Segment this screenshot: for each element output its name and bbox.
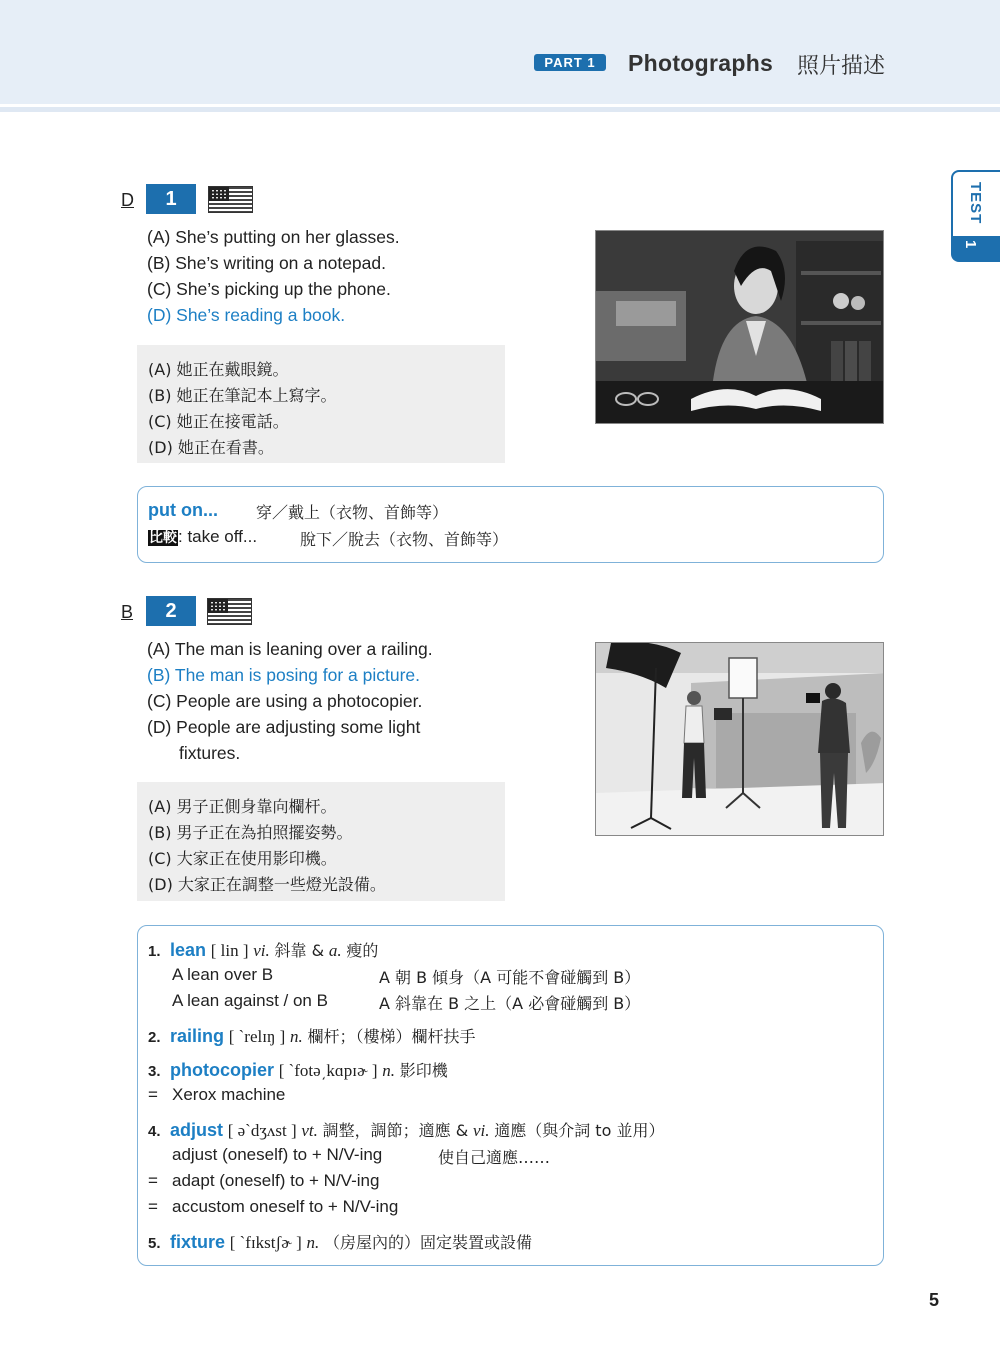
- lean-example-2-meaning: A 斜靠在 B 之上（A 必會碰觸到 B）: [379, 994, 641, 1013]
- vocab-pos: vi.: [253, 941, 270, 960]
- compare-text: : take off...: [178, 527, 258, 546]
- vocab-pos: vt.: [301, 1121, 318, 1140]
- photo-woman-reading: [595, 230, 884, 424]
- vocab-word: railing: [169, 1026, 224, 1046]
- vocab-pos: n.: [290, 1027, 303, 1046]
- translation-c: (C) 她正在接電話。: [148, 412, 289, 431]
- header-divider-shade: [0, 107, 1000, 112]
- us-flag-icon: [208, 186, 253, 213]
- side-tab-number: 1: [962, 240, 979, 249]
- test-side-tab[interactable]: [951, 170, 1000, 262]
- option-a: (A) She’s putting on her glasses.: [147, 227, 400, 247]
- vocab-pos-2: vi.: [472, 1121, 490, 1140]
- vocab-word: lean: [169, 940, 206, 960]
- translation-d: (D) 她正在看書。: [148, 438, 274, 457]
- adjust-synonym-2: accustom oneself to + N/V-ing: [172, 1197, 399, 1216]
- option-b-correct: (B) The man is posing for a picture.: [147, 665, 420, 685]
- section-title: Photographs: [628, 50, 774, 76]
- vocab-phonetic: [ ˋfotə͵kɑpɪɚ ]: [278, 1061, 378, 1080]
- vocab-item-number: 5.: [148, 1235, 161, 1252]
- photo-woman-reading-illustration: [596, 231, 884, 424]
- option-a: (A) The man is leaning over a railing.: [147, 639, 433, 659]
- photo-studio-shoot-illustration: [596, 643, 884, 836]
- vocab-term: put on...: [148, 500, 218, 520]
- vocab-pos-2: a.: [328, 941, 342, 960]
- flag-canton: [208, 599, 228, 613]
- vocab-item-number: 2.: [148, 1029, 161, 1046]
- vocab-item-fixture: [148, 1230, 532, 1253]
- option-d: (D) People are adjusting some light: [147, 717, 421, 737]
- adjust-example-meaning: 使自己適應……: [438, 1148, 551, 1167]
- compare-line: [148, 527, 257, 547]
- translation-b: (B) 她正在筆記本上寫字。: [148, 386, 337, 405]
- part-badge: PART 1: [534, 54, 606, 71]
- vocab-word: adjust: [169, 1120, 223, 1140]
- lean-example-2: A lean against / on B: [172, 991, 328, 1010]
- vocab-box-1: [137, 486, 884, 563]
- vocab-item-number: 1.: [148, 943, 161, 960]
- lean-example-1: A lean over B: [172, 965, 274, 984]
- flag-canton: [209, 187, 229, 201]
- vocab-meaning: 調整，調節；適應 &: [322, 1121, 469, 1140]
- translation-d: (D) 大家正在調整一些燈光設備。: [148, 875, 386, 894]
- adjust-example: adjust (oneself) to + N/V-ing: [172, 1145, 383, 1164]
- equals-sign: =: [148, 1171, 158, 1190]
- question-number: 2: [146, 596, 196, 626]
- vocab-word: photocopier: [169, 1060, 274, 1080]
- compare-tag: 比較: [149, 530, 177, 546]
- vocab-meaning-2: 適應（與介詞 to 並用）: [494, 1121, 665, 1140]
- vocab-item-railing: [148, 1024, 476, 1047]
- answer-letter: D: [121, 190, 134, 210]
- answer-letter: B: [121, 602, 134, 622]
- compare-meaning: 脫下／脫去（衣物、首飾等）: [300, 530, 509, 549]
- vocab-item-lean: [148, 938, 378, 961]
- vocab-pos: n.: [382, 1061, 396, 1080]
- option-d-correct: (D) She’s reading a book.: [147, 305, 346, 325]
- vocab-word: fixture: [169, 1232, 225, 1252]
- vocab-phonetic: [ ˋfɪkstʃɚ ]: [229, 1233, 302, 1252]
- lean-example-1-meaning: A 朝 B 傾身（A 可能不會碰觸到 B）: [379, 968, 641, 987]
- option-d-continued: fixtures.: [179, 743, 241, 763]
- translation-c: (C) 大家正在使用影印機。: [148, 849, 337, 868]
- vocab-phonetic: [ ˋrelɪŋ ]: [228, 1027, 286, 1046]
- photocopier-synonym: Xerox machine: [172, 1085, 286, 1104]
- equals-sign: =: [148, 1197, 158, 1216]
- us-flag-icon: [207, 598, 252, 625]
- translation-b: (B) 男子正在為拍照擺姿勢。: [148, 823, 353, 842]
- option-c: (C) People are using a photocopier.: [147, 691, 423, 711]
- option-c: (C) She’s picking up the phone.: [147, 279, 391, 299]
- page-number: 5: [929, 1290, 940, 1310]
- vocab-phonetic: [ əˋdʒʌst ]: [227, 1121, 297, 1140]
- equals-sign: =: [148, 1085, 158, 1104]
- option-b: (B) She’s writing on a notepad.: [147, 253, 386, 273]
- question-number: 1: [146, 184, 196, 214]
- vocab-meaning-2: 瘦的: [346, 941, 379, 960]
- adjust-synonym-1: adapt (oneself) to + N/V-ing: [172, 1171, 380, 1190]
- vocab-item-number: 4.: [148, 1123, 161, 1140]
- vocab-meaning: 斜靠 &: [274, 941, 325, 960]
- section-title-zh: 照片描述: [797, 54, 886, 79]
- vocab-item-photocopier: [148, 1058, 448, 1081]
- vocab-phonetic: [ lin ]: [210, 941, 249, 960]
- vocab-box-2: [137, 925, 884, 1266]
- vocab-item-adjust: [148, 1118, 664, 1141]
- translation-a: (A) 男子正側身靠向欄杆。: [148, 797, 337, 816]
- photo-studio-shoot: [595, 642, 884, 836]
- side-tab-label: TEST: [967, 182, 984, 225]
- vocab-pos: n.: [306, 1233, 320, 1252]
- vocab-meaning: （房屋內的）固定裝置或設備: [323, 1233, 532, 1252]
- vocab-meaning: 欄杆；（樓梯）欄杆扶手: [307, 1027, 476, 1046]
- translation-box: [137, 345, 505, 463]
- translation-box: [137, 782, 505, 901]
- vocab-item-number: 3.: [148, 1063, 161, 1080]
- vocab-term-meaning: 穿／戴上（衣物、首飾等）: [256, 503, 449, 522]
- vocab-meaning: 影印機: [399, 1061, 448, 1080]
- translation-a: (A) 她正在戴眼鏡。: [148, 360, 289, 379]
